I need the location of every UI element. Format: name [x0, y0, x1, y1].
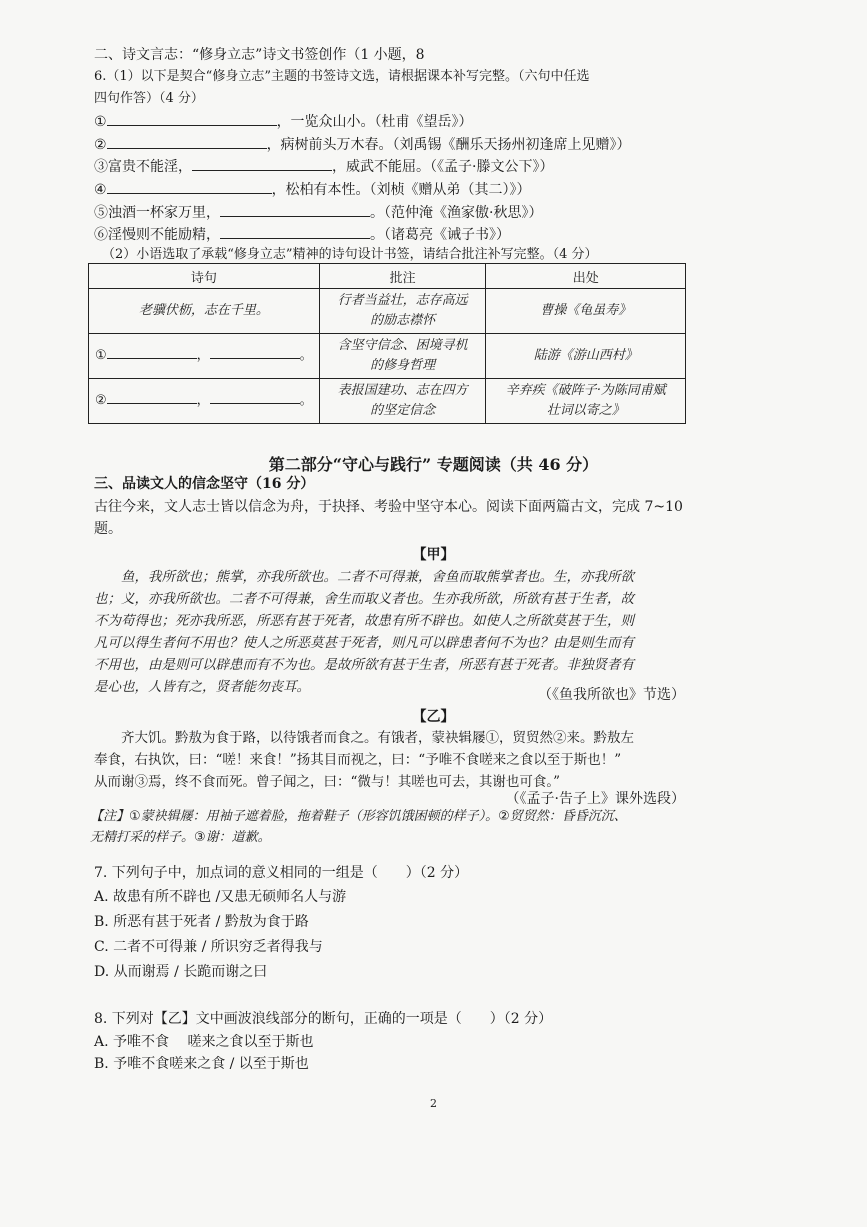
item-text: ，病树前头万木春。（刘禹锡《酬乐天扬州初逢席上见赠》）: [266, 137, 631, 153]
source-cell: 曹操《龟虽寿》: [486, 289, 686, 334]
table-row: [89, 334, 686, 379]
source-line: 壮词以寄之》: [546, 403, 625, 418]
note-line: 含坚守信念、困境寻机: [337, 338, 468, 353]
item-number: ⑥: [94, 227, 108, 243]
table-row: [89, 379, 686, 424]
footnote-line-2: 无精打采的样子。③谢：道歉。: [90, 830, 271, 845]
bookmark-table: [88, 263, 686, 424]
fill-item-5: [94, 204, 542, 222]
passage-line: 也；义，亦我所欲也。二者不可得兼，舍生而取义者也。生亦我所欲，所欲有甚于生者，故: [94, 591, 634, 607]
answer-blank[interactable]: [107, 346, 197, 359]
fill-item-3: [94, 158, 553, 176]
q6-part-2: （2）小语选取了承载“修身立志”精神的诗句设计书签，请结合批注补写完整。（4 分）: [102, 247, 598, 262]
answer-blank[interactable]: [107, 391, 197, 404]
section-3-heading: 三、品读文人的信念坚守（16 分）: [94, 476, 315, 492]
q7-option-b[interactable]: B. 所恶有甚于死者 / 黔敖为食于路: [94, 914, 309, 930]
poem-cell: ② ， 。: [89, 379, 320, 424]
passage-jia: [94, 566, 686, 698]
col-header-poem: 诗句: [89, 264, 320, 289]
note-cell: [319, 379, 486, 424]
reading-intro-2: 题。: [94, 521, 122, 537]
note-line: 表报国建功、志在四方: [337, 383, 468, 398]
passage-jia-source: （《鱼我所欲也》节选）: [538, 687, 685, 703]
source-line: 辛弃疾《破阵子·为陈同甫赋: [505, 383, 666, 398]
answer-blank[interactable]: [210, 391, 300, 404]
part-2-title: 第二部分“守心与践行” 专题阅读（共 46 分）: [268, 455, 599, 474]
passage-line: 从而谢③焉，终不食而死。曾子闻之，曰：“微与！其嗟也可去，其谢也可食。”: [94, 774, 561, 790]
q8-option-b[interactable]: B. 予唯不食嗟来之食 / 以至于斯也: [94, 1056, 309, 1072]
footnote-line-1: 【注】①蒙袂辑屦：用袖子遮着脸，拖着鞋子（形容饥饿困顿的样子）。②贸贸然：昏昏沉沉、: [90, 809, 627, 824]
source-cell: 陆游《游山西村》: [486, 334, 686, 379]
item-text: 。（范仲淹《渔家傲·秋思》）: [370, 205, 543, 221]
fill-item-4: [94, 181, 531, 199]
page-number: 2: [430, 1097, 437, 1110]
passage-line: 不用也，由是则可以辟患而有不为也。是故所欲有甚于生者，所恶有甚于死者。非独贤者有: [94, 657, 634, 673]
answer-blank[interactable]: [210, 346, 300, 359]
fill-item-6: [94, 226, 510, 244]
col-header-source: 出处: [486, 264, 686, 289]
reading-intro-1: 古往今来，文人志士皆以信念为舟，于抉择、考验中坚守本心。阅读下面两篇古文，完成 7~10: [94, 499, 683, 515]
section-2-heading: 二、诗文言志：“修身立志”诗文书签创作（1 小题，8: [94, 47, 425, 63]
answer-blank[interactable]: [107, 181, 272, 194]
q8-option-a[interactable]: A. 予唯不食 嗟来之食以至于斯也: [94, 1034, 314, 1050]
item-text: 淫慢则不能励精，: [108, 227, 220, 243]
note-line: 的励志襟怀: [370, 313, 436, 328]
item-text: 浊酒一杯家万里，: [108, 205, 220, 221]
passage-yi-source: （《孟子·告子上》课外选段）: [505, 791, 685, 807]
table-header-row: [89, 264, 686, 289]
item-number: ④: [94, 182, 107, 198]
passage-jia-title: 【甲】: [412, 547, 455, 563]
passage-line: 奉食，右执饮，曰：“嗟！来食！”扬其目而视之，曰：“予唯不食嗟来之食以至于斯也！”: [94, 752, 622, 768]
item-text: ，松柏有本性。（刘桢《赠从弟（其二）》）: [271, 182, 531, 198]
blank-number: ①: [95, 348, 107, 363]
q8-stem: 8. 下列对【乙】文中画波浪线部分的断句，正确的一项是（ ）（2 分）: [94, 1011, 553, 1027]
item-text: 。（诸葛亮《诫子书》）: [370, 227, 510, 243]
table-row: [89, 289, 686, 334]
item-number: ②: [94, 137, 107, 153]
passage-line: 是心也，人皆有之，贤者能勿丧耳。: [94, 679, 310, 695]
passage-line: 不为苟得也；死亦我所恶，所恶有甚于死者，故患有所不辟也。如使人之所欲莫甚于生，则: [94, 613, 634, 629]
note-line: 的修身哲理: [370, 358, 436, 373]
answer-blank[interactable]: [220, 204, 370, 217]
q7-option-c[interactable]: C. 二者不可得兼 / 所识穷乏者得我与: [94, 939, 323, 955]
source-cell: [486, 379, 686, 424]
fill-item-1: [94, 113, 473, 131]
fill-item-2: [94, 136, 631, 154]
item-text: 富贵不能淫，: [108, 159, 192, 175]
poem-cell: 老骥伏枥，志在千里。: [89, 289, 320, 334]
answer-blank[interactable]: [220, 226, 370, 239]
answer-blank[interactable]: [107, 113, 277, 126]
item-text: ，一览众山小。（杜甫《望岳》）: [276, 114, 473, 130]
passage-line: 凡可以得生者何不用也？使人之所恶莫甚于死者，则凡可以辟患者何不为也？由是则生而有: [94, 635, 634, 651]
q6-intro-line-2: 四句作答）（4 分）: [94, 91, 204, 106]
item-number: ①: [94, 114, 107, 130]
note-line: 行者当益壮，志存高远: [337, 293, 468, 308]
item-text: ，威武不能屈。（《孟子·滕文公下》）: [332, 159, 554, 175]
col-header-note: 批注: [319, 264, 486, 289]
q7-stem: 7. 下列句子中，加点词的意义相同的一组是（ ）（2 分）: [94, 865, 469, 881]
poem-cell: ① ， 。: [89, 334, 320, 379]
note-cell: [319, 289, 486, 334]
passage-yi: [94, 727, 686, 793]
passage-line: 齐大饥。黔敖为食于路，以待饿者而食之。有饿者，蒙袂辑屦①，贸贸然②来。黔敖左: [121, 730, 634, 746]
item-number: ⑤: [94, 205, 108, 221]
q7-option-a[interactable]: A. 故患有所不辟也 /又患无硕师名人与游: [94, 889, 347, 905]
answer-blank[interactable]: [107, 136, 267, 149]
blank-number: ②: [95, 393, 107, 408]
passage-yi-title: 【乙】: [412, 709, 455, 725]
item-number: ③: [94, 159, 108, 175]
q6-intro-line-1: 6.（1）以下是契合“修身立志”主题的书签诗文选，请根据课本补写完整。（六句中任选: [94, 69, 590, 84]
q7-option-d[interactable]: D. 从而谢焉 / 长跪而谢之曰: [94, 964, 268, 980]
answer-blank[interactable]: [192, 158, 332, 171]
passage-line: 鱼，我所欲也；熊掌，亦我所欲也。二者不可得兼，舍鱼而取熊掌者也。生，亦我所欲: [121, 569, 634, 585]
note-cell: [319, 334, 486, 379]
note-line: 的坚定信念: [370, 403, 436, 418]
